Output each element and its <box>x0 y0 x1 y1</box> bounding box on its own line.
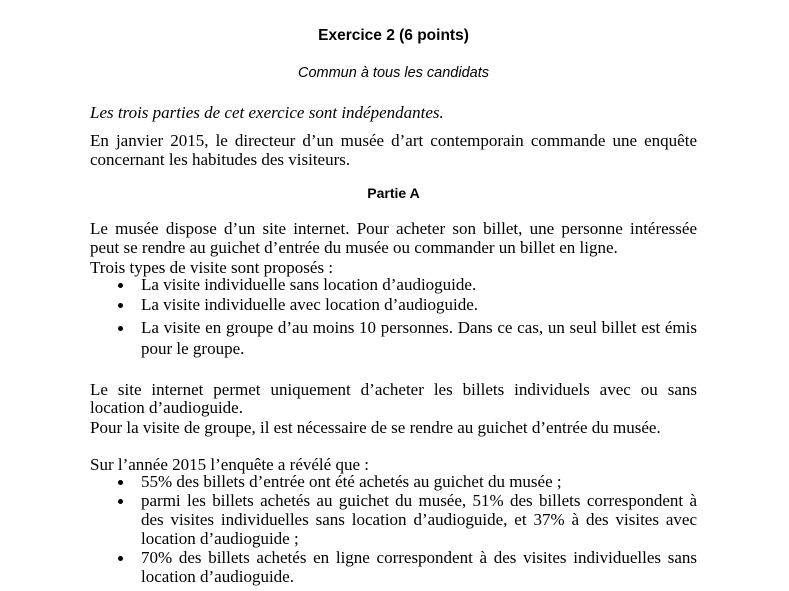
paragraph-line: peut se rendre au guichet d’entrée du musée ou commander un billet en ligne. <box>90 238 618 257</box>
bullet-icon <box>118 326 123 331</box>
list-item: 70% des billets achetés en ligne correspondent à des visites individuelles sans <box>141 548 697 567</box>
paragraph-line: Le site internet permet uniquement d’acheter les billets individuels avec ou sans <box>90 380 697 399</box>
bullet-icon <box>118 499 123 504</box>
bullet-icon <box>118 283 123 288</box>
paragraph-line: Trois types de visite sont proposés : <box>90 258 334 277</box>
list-item: La visite en groupe d’au moins 10 personnes. Dans ce cas, un seul billet est émis <box>141 318 697 337</box>
context-line: En janvier 2015, le directeur d’un musée d’art contemporain commande une enquête <box>90 131 697 150</box>
list-item-continuation: location d’audioguide ; <box>141 529 299 548</box>
list-item: parmi les billets achetés au guichet du musée, 51% des billets correspondent à <box>141 491 697 510</box>
list-item: La visite individuelle avec location d’audioguide. <box>141 295 479 314</box>
part-a-heading: Partie A <box>367 185 420 201</box>
paragraph-line: Sur l’année 2015 l’enquête a révélé que : <box>90 455 369 474</box>
list-item-continuation: location d’audioguide. <box>141 567 294 586</box>
list-item: La visite individuelle sans location d’audioguide. <box>141 275 477 294</box>
list-item: 55% des billets d’entrée ont été achetés au guichet du musée ; <box>141 472 562 491</box>
list-item-continuation: pour le groupe. <box>141 339 245 358</box>
bullet-icon <box>118 303 123 308</box>
exercise-title: Exercice 2 (6 points) <box>318 27 469 44</box>
paragraph-line: Le musée dispose d’un site internet. Pour acheter son billet, une personne intéressée <box>90 219 697 238</box>
paragraph-line: location d’audioguide. <box>90 398 243 417</box>
context-line: concernant les habitudes des visiteurs. <box>90 150 351 169</box>
exercise-subtitle: Commun à tous les candidats <box>297 65 489 81</box>
paragraph-line: Pour la visite de groupe, il est nécessaire de se rendre au guichet d’entrée du musée. <box>90 418 661 437</box>
list-item-continuation: des visites individuelles sans location d’audioguide, et 37% à des visites avec <box>141 510 697 529</box>
bullet-icon <box>118 480 123 485</box>
exercise-intro: Les trois parties de cet exercice sont indépendantes. <box>90 103 444 122</box>
bullet-icon <box>118 556 123 561</box>
